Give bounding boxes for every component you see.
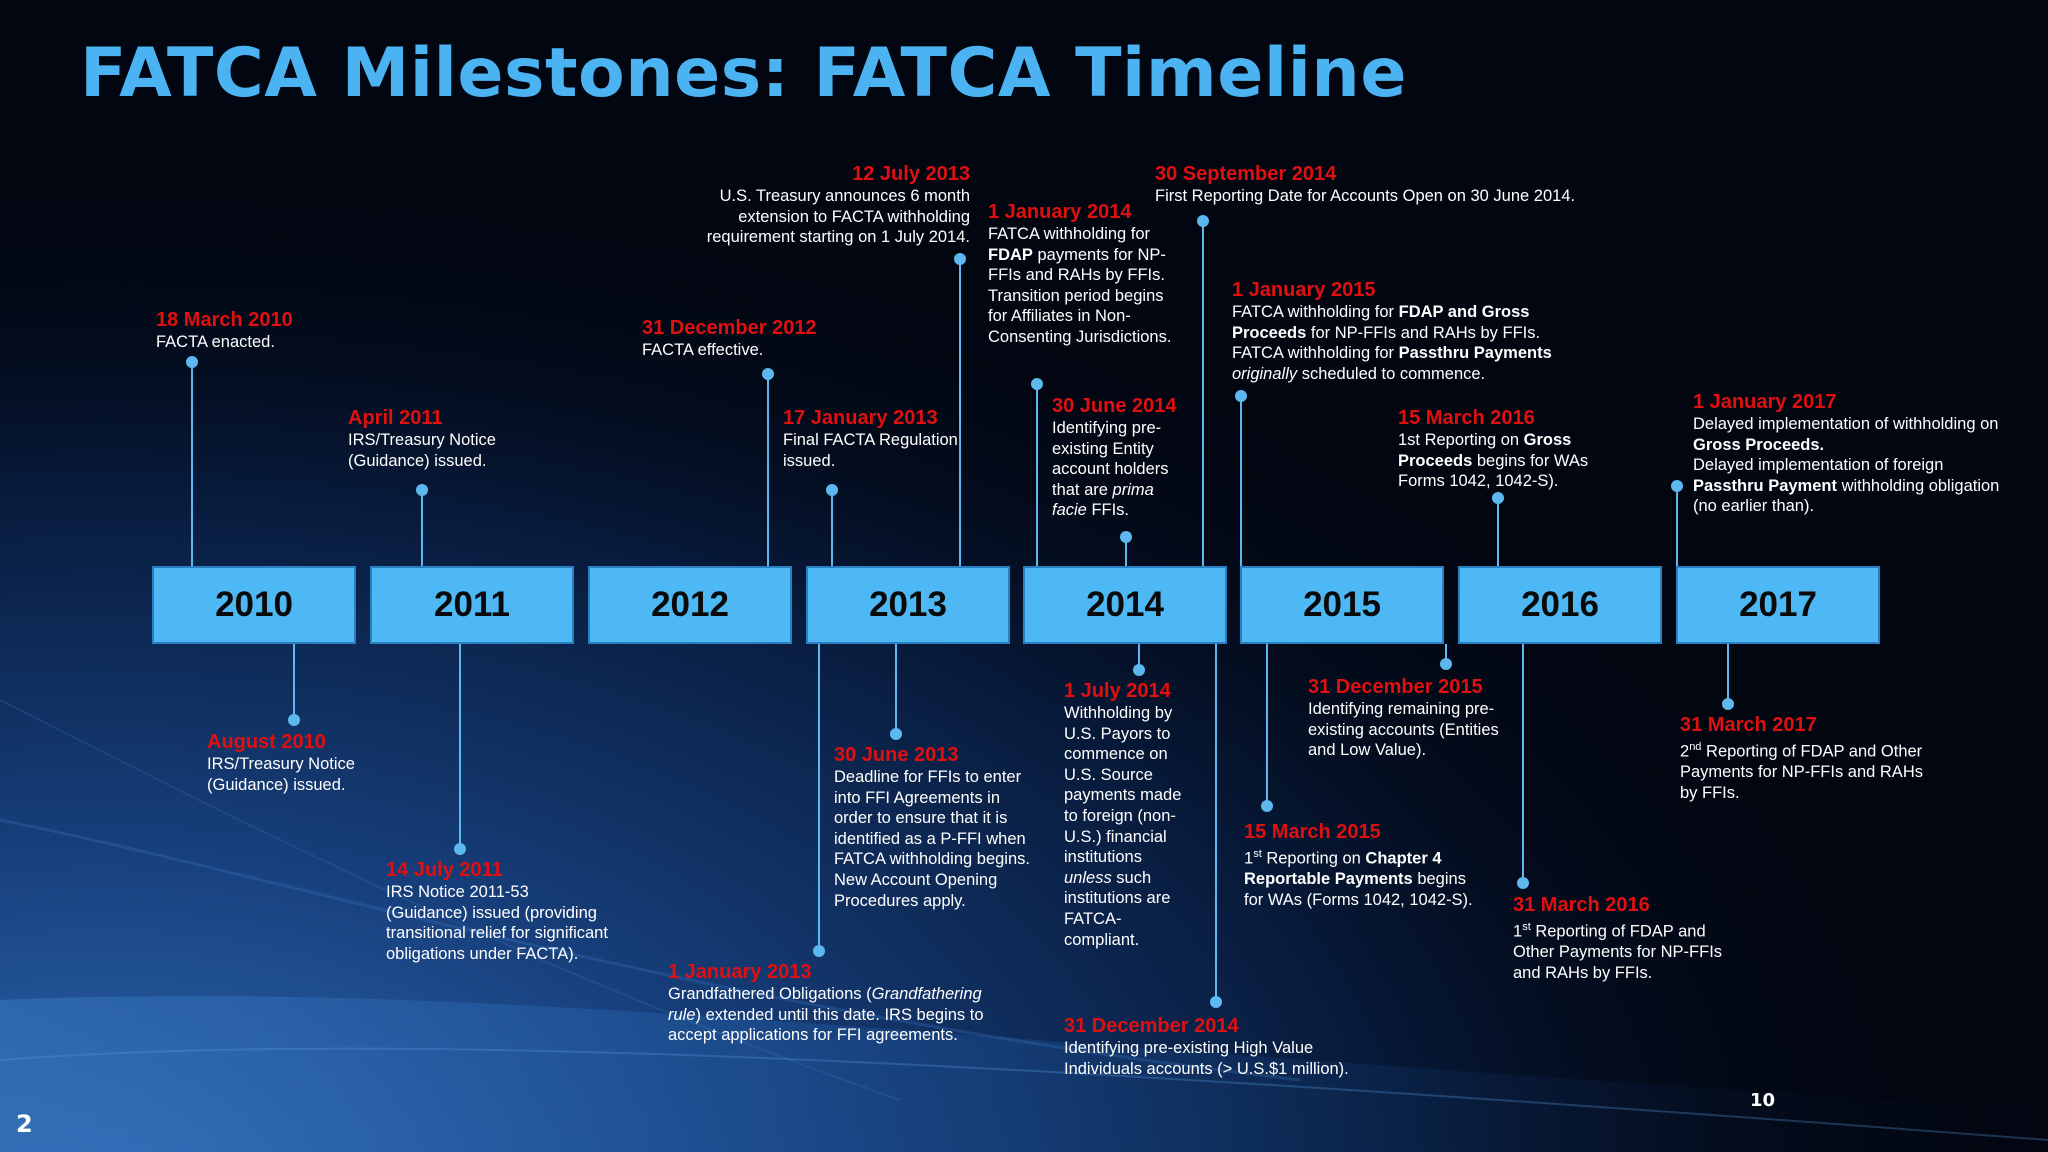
connector-dot — [954, 253, 966, 265]
connector-dot — [1671, 480, 1683, 492]
connector-dot — [1210, 996, 1222, 1008]
year-box-2011: 2011 — [370, 566, 574, 644]
event-date: 1 January 2015 — [1232, 279, 1376, 301]
year-box-2015: 2015 — [1240, 566, 1444, 644]
year-box-2017: 2017 — [1676, 566, 1880, 644]
event-date: 30 June 2014 — [1052, 395, 1177, 417]
event-text-2: New Account Opening Procedures apply. — [834, 870, 998, 910]
event-date: 14 July 2011 — [386, 859, 503, 881]
event-text: 1st Reporting on Chapter 4 Reportable Payments begins for WAs (Forms 1042, 1042-S). — [1244, 848, 1473, 909]
connector-dot — [416, 484, 428, 496]
event-date: 31 December 2014 — [1064, 1015, 1239, 1037]
event-text: Final FACTA Regulation issued. — [783, 431, 958, 470]
connector-dot — [1197, 215, 1209, 227]
event-12-july-2013 — [678, 162, 970, 248]
event-date: 30 June 2013 — [834, 744, 959, 766]
event-31-december-2012 — [642, 316, 872, 361]
event-text: Delayed implementation of withholding on Gross Proceeds. Delayed implementation of foreign Passthru Payment withholding obligation (no earlier than). — [1693, 415, 2000, 516]
event-14-july-2011 — [386, 858, 611, 964]
event-text: Identifying remaining pre-existing accounts (Entities and Low Value). — [1308, 700, 1499, 760]
event-date: April 2011 — [348, 407, 443, 429]
event-date: 18 March 2010 — [156, 309, 293, 331]
connector-dot — [1722, 698, 1734, 710]
connector-dot — [1492, 492, 1504, 504]
event-date: 1 January 2017 — [1693, 391, 1837, 413]
event-text: Grandfathered Obligations (Grandfathering rule) extended until this date. IRS begins to accept applications for FFI agreements. — [668, 985, 984, 1045]
event-1-january-2015 — [1232, 278, 1577, 384]
event-31-december-2015 — [1308, 675, 1518, 761]
connector-dot — [1261, 800, 1273, 812]
event-1-july-2014 — [1064, 679, 1192, 950]
event-date: 31 December 2012 — [642, 317, 817, 339]
year-box-2012: 2012 — [588, 566, 792, 644]
connector-dot — [1440, 658, 1452, 670]
event-date: 31 March 2017 — [1680, 714, 1817, 736]
event-1-january-2013 — [668, 960, 988, 1046]
event-text: Identifying pre-existing Entity account holders that are prima facie FFIs. — [1052, 419, 1169, 520]
connector-dot — [890, 728, 902, 740]
connector-dot — [1031, 378, 1043, 390]
year-box-2013: 2013 — [806, 566, 1010, 644]
event-text: FATCA withholding for FDAP and Gross Proceeds for NP-FFIs and RAHs by FFIs. FATCA withholding for Passthru Payments originally scheduled to commence. — [1232, 303, 1552, 383]
event-text: 2nd Reporting of FDAP and Other Payments for NP-FFIs and RAHs by FFIs. — [1680, 741, 1923, 802]
connector-dot — [1120, 531, 1132, 543]
event-august-2010 — [207, 730, 387, 795]
connector-dot — [186, 356, 198, 368]
event-date: 31 December 2015 — [1308, 676, 1483, 698]
connector-dot — [1517, 877, 1529, 889]
event-text: Withholding by U.S. Payors to commence on U.S. Source payments made to foreign (non-U.S.) financial institutions unless such institutions are FATCA-compliant. — [1064, 704, 1182, 949]
connector-dot — [1235, 390, 1247, 402]
event-30-june-2014 — [1052, 394, 1182, 521]
event-date: 31 March 2016 — [1513, 894, 1650, 916]
event-text: IRS/Treasury Notice (Guidance) issued. — [348, 431, 496, 470]
event-30-september-2014 — [1155, 162, 1625, 207]
event-text: FACTA enacted. — [156, 333, 275, 351]
connector-dot — [1133, 664, 1145, 676]
year-box-2014: 2014 — [1023, 566, 1227, 644]
event-date: 1 July 2014 — [1064, 680, 1171, 702]
event-text: IRS/Treasury Notice (Guidance) issued. — [207, 755, 355, 794]
event-15-march-2015 — [1244, 820, 1489, 910]
event-text: First Reporting Date for Accounts Open on 30 June 2014. — [1155, 187, 1576, 205]
event-text: 1st Reporting on Gross Proceeds begins for WAs Forms 1042, 1042-S). — [1398, 431, 1589, 491]
connector-dot — [288, 714, 300, 726]
event-date: 15 March 2016 — [1398, 407, 1535, 429]
event-date: 12 July 2013 — [852, 163, 970, 185]
event-text: Identifying pre-existing High Value Individuals accounts (> U.S.$1 million). — [1064, 1039, 1349, 1078]
event-15-march-2016 — [1398, 406, 1618, 492]
event-text: Deadline for FFIs to enter into FFI Agreements in order to ensure that it is identified as a P-FFI when FATCA withholding begins. — [834, 768, 1030, 869]
page-title: FATCA Milestones: FATCA Timeline — [80, 34, 1407, 113]
event-31-march-2017 — [1680, 713, 1940, 803]
event-31-march-2016 — [1513, 893, 1738, 983]
year-box-2010: 2010 — [152, 566, 356, 644]
event-text: FACTA effective. — [642, 341, 764, 359]
event-text: U.S. Treasury announces 6 month extension to FACTA withholding requirement starting on 1 July 2014. — [706, 187, 970, 247]
event-30-june-2013 — [834, 743, 1039, 911]
event-1-january-2017 — [1693, 390, 2003, 517]
event-date: August 2010 — [207, 731, 326, 753]
event-31-december-2014 — [1064, 1014, 1394, 1079]
event-date: 15 March 2015 — [1244, 821, 1381, 843]
connector-dot — [454, 843, 466, 855]
slide-number: 2 — [16, 1110, 33, 1138]
connector-dot — [762, 368, 774, 380]
connector-dot — [826, 484, 838, 496]
event-date: 1 January 2013 — [668, 961, 812, 983]
event-text: FATCA withholding for FDAP payments for NP-FFIs and RAHs by FFIs. Transition period begins for Affiliates in Non-Consenting Jurisdictions. — [988, 225, 1172, 346]
event-date: 1 January 2014 — [988, 201, 1132, 223]
event-april-2011 — [348, 406, 538, 471]
event-18-march-2010 — [156, 308, 366, 353]
event-text: 1st Reporting of FDAP and Other Payments for NP-FFIs and RAHs by FFIs. — [1513, 921, 1723, 982]
event-date: 17 January 2013 — [783, 407, 938, 429]
event-date: 30 September 2014 — [1155, 163, 1337, 185]
event-text: IRS Notice 2011-53 (Guidance) issued (providing transitional relief for significant obligations under FACTA). — [386, 883, 608, 963]
event-1-january-2014 — [988, 200, 1178, 348]
connector-dot — [813, 945, 825, 957]
year-box-2016: 2016 — [1458, 566, 1662, 644]
page-number: 10 — [1750, 1090, 1776, 1111]
event-17-january-2013 — [783, 406, 973, 471]
